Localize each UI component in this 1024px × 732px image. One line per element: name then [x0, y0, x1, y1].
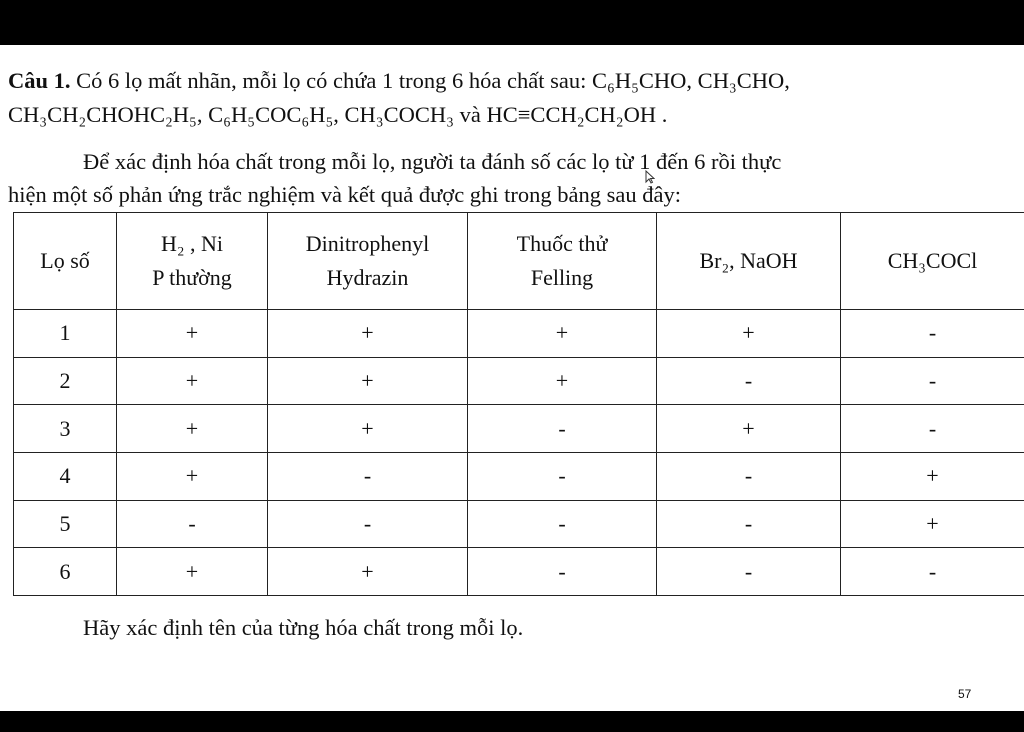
- question-footer-line: Hãy xác định tên của từng hóa chất trong mỗi lọ.: [83, 615, 524, 640]
- table-header-cell: [468, 213, 657, 310]
- table-header-cell: [268, 213, 468, 310]
- result-cell: +: [657, 405, 841, 453]
- result-cell: +: [268, 310, 468, 358]
- result-cell: -: [841, 405, 1024, 453]
- question-label: Câu 1.: [8, 68, 71, 93]
- header-subtext: P thường: [152, 265, 232, 290]
- result-cell: -: [841, 310, 1024, 358]
- document-page: [0, 45, 1024, 711]
- result-cell: +: [117, 548, 268, 596]
- result-cell: -: [468, 548, 657, 596]
- result-cell: -: [268, 500, 468, 548]
- table-header-cell: [657, 213, 841, 310]
- result-cell: +: [268, 548, 468, 596]
- result-cell: -: [841, 548, 1024, 596]
- result-cell: +: [117, 357, 268, 405]
- header-text: Thuốc thử: [516, 231, 608, 256]
- result-cell: -: [657, 548, 841, 596]
- result-cell: +: [268, 357, 468, 405]
- result-cell: -: [468, 500, 657, 548]
- table-row: [14, 310, 1024, 358]
- question-line-2: CH₃CH₂CHOHC₂H₅, C₆H₅COC₆H₅, CH₃COCH₃ và HC≡CCH₂CH₂OH .: [8, 102, 668, 127]
- header-text: H₂ , Ni: [160, 231, 224, 256]
- result-cell: +: [841, 452, 1024, 500]
- header-text: Dinitrophenyl: [305, 231, 430, 256]
- bottle-number-cell: 5: [14, 500, 117, 548]
- table-body: [14, 310, 1024, 596]
- question-line-4: hiện một số phản ứng trắc nghiệm và kết quả được ghi trong bảng sau đây:: [8, 182, 682, 207]
- header-text: Lọ số: [40, 248, 90, 273]
- result-cell: +: [468, 357, 657, 405]
- result-cell: -: [841, 357, 1024, 405]
- bottle-number-cell: 2: [14, 357, 117, 405]
- result-cell: +: [117, 452, 268, 500]
- top-black-bar: [0, 0, 1024, 45]
- result-cell: -: [468, 452, 657, 500]
- table-row: [14, 500, 1024, 548]
- bottle-number-cell: 4: [14, 452, 117, 500]
- mouse-cursor-icon: [645, 170, 655, 184]
- table-row: [14, 357, 1024, 405]
- question-text-1: Có 6 lọ mất nhãn, mỗi lọ có chứa 1 trong 6 hóa chất sau: C₆H₅CHO, CH₃CHO,: [70, 68, 790, 93]
- result-cell: +: [657, 310, 841, 358]
- header-subtext: Felling: [530, 265, 594, 290]
- result-cell: +: [268, 405, 468, 453]
- table-header-row: [14, 213, 1024, 310]
- page-number: 57: [958, 687, 972, 701]
- result-cell: -: [268, 452, 468, 500]
- result-cell: +: [841, 500, 1024, 548]
- header-text: CH₃COCl: [887, 248, 978, 273]
- bottle-number-cell: 3: [14, 405, 117, 453]
- results-table: [13, 212, 1024, 596]
- result-cell: +: [117, 310, 268, 358]
- header-text: Br₂, NaOH: [699, 248, 798, 273]
- question-line-3: Để xác định hóa chất trong mỗi lọ, người ta đánh số các lọ từ 1 đến 6 rồi thực: [83, 149, 782, 174]
- table-row: [14, 452, 1024, 500]
- result-cell: +: [468, 310, 657, 358]
- bottle-number-cell: 1: [14, 310, 117, 358]
- table-row: [14, 548, 1024, 596]
- result-cell: -: [468, 405, 657, 453]
- result-cell: -: [657, 500, 841, 548]
- table-header-cell: [14, 213, 117, 310]
- header-subtext: Hydrazin: [326, 265, 409, 290]
- bottle-number-cell: 6: [14, 548, 117, 596]
- bottom-black-bar: [0, 711, 1024, 732]
- result-cell: -: [657, 452, 841, 500]
- table-row: [14, 405, 1024, 453]
- table-header-cell: [117, 213, 268, 310]
- result-cell: -: [657, 357, 841, 405]
- result-cell: +: [117, 405, 268, 453]
- question-line-1: [8, 68, 790, 94]
- table-header-cell: [841, 213, 1024, 310]
- result-cell: -: [117, 500, 268, 548]
